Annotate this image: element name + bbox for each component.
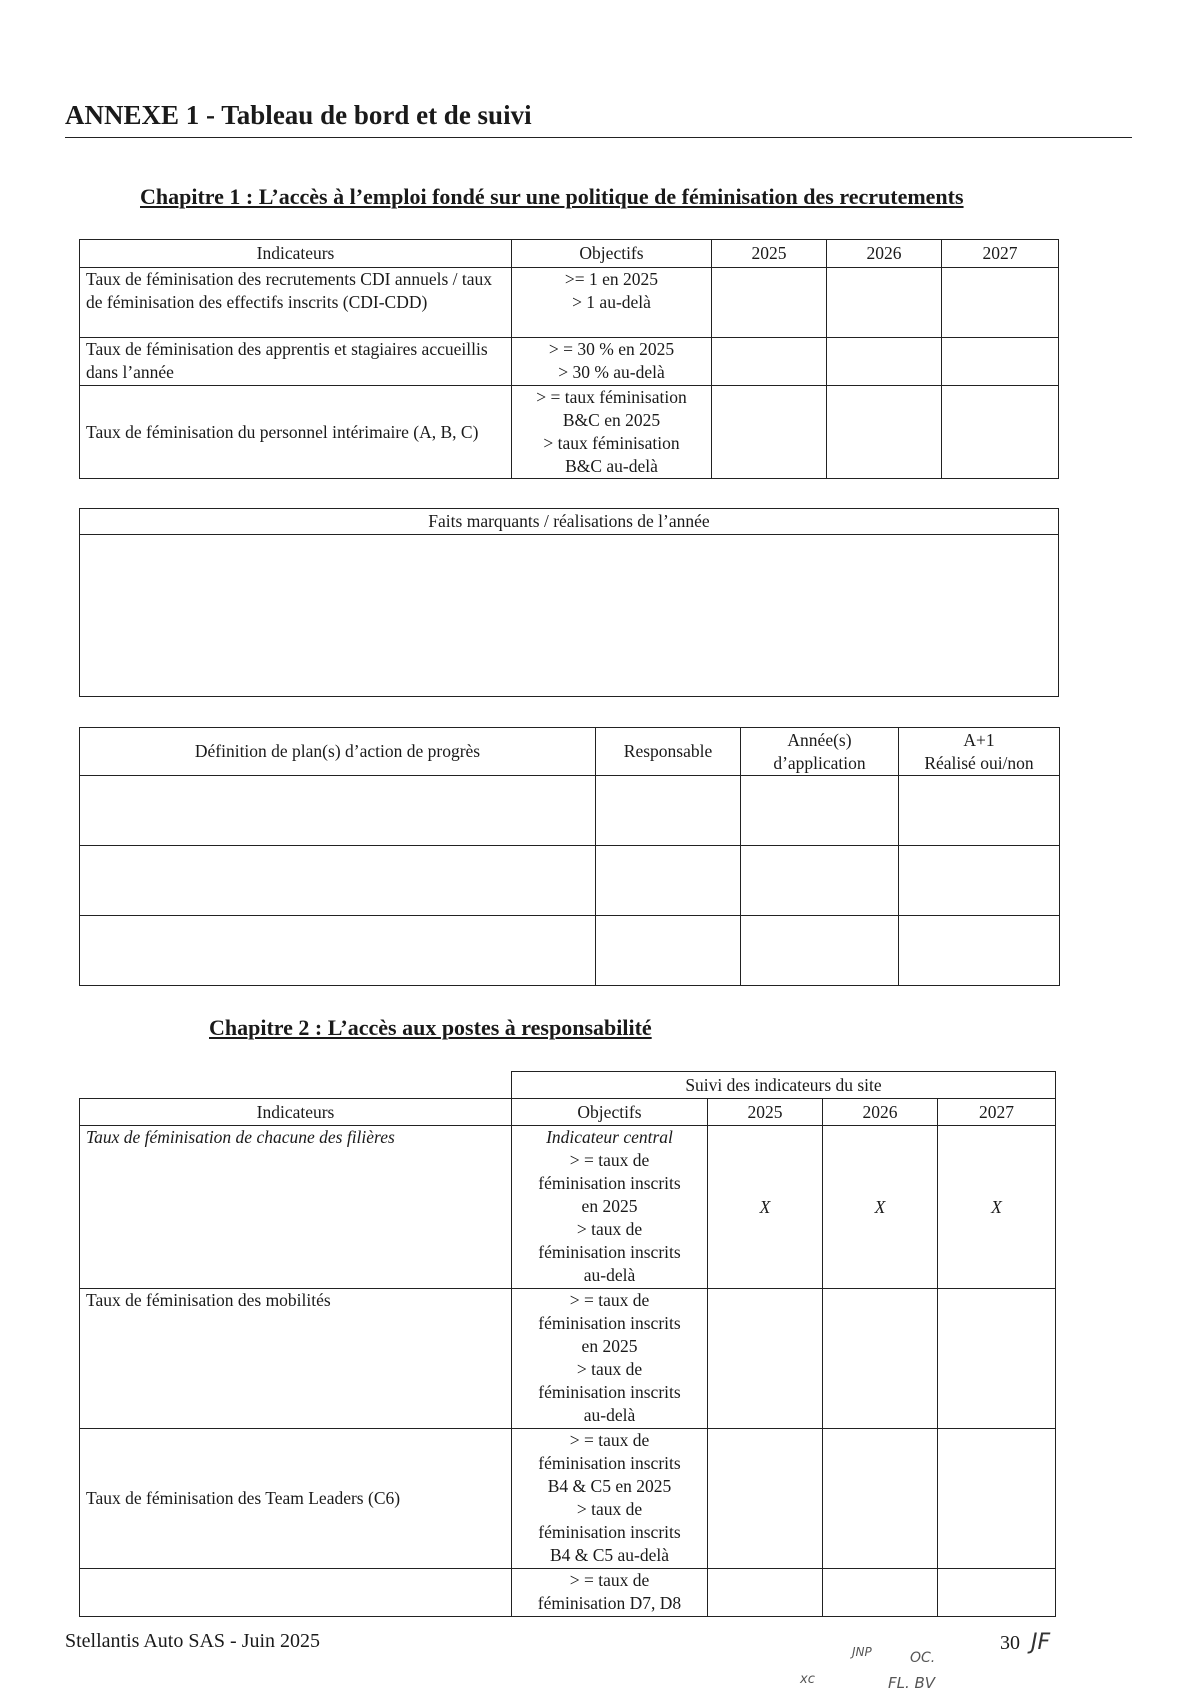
value-2025-cell[interactable] xyxy=(712,268,827,338)
initials-oc: OC. xyxy=(910,1650,936,1666)
table-row xyxy=(80,1289,1056,1429)
indicator-cell: Taux de féminisation de chacune des filières xyxy=(80,1126,512,1289)
value-2026-cell[interactable] xyxy=(827,338,942,386)
responsable-cell[interactable] xyxy=(596,846,741,916)
chapter2-indicators-table xyxy=(79,1071,1056,1617)
header-annees-application: Année(s) d’application xyxy=(741,728,899,776)
highlights-table xyxy=(79,508,1059,697)
initials-handwritten: JF xyxy=(1031,1630,1051,1655)
value-2025-cell[interactable] xyxy=(712,386,827,479)
objective-cell: > = taux de féminisation inscrits B4 & C5 en 2025 > taux de féminisation inscrits B4 & C5 au-delà xyxy=(512,1429,708,1569)
objective-cell: > = taux féminisation B&C en 2025 > taux féminisation B&C au-delà xyxy=(512,386,712,479)
header-2025: 2025 xyxy=(708,1099,823,1126)
value-2027-cell[interactable] xyxy=(938,1429,1056,1569)
value-2026-cell[interactable] xyxy=(827,386,942,479)
value-2027-cell[interactable] xyxy=(942,386,1059,479)
annex-title: ANNEXE 1 - Tableau de bord et de suivi xyxy=(65,100,532,130)
value-2027-cell[interactable]: X xyxy=(938,1126,1056,1289)
year-cell[interactable] xyxy=(741,846,899,916)
action-cell[interactable] xyxy=(80,916,596,986)
footer-page-number xyxy=(1000,1630,1050,1655)
chapter2-title: Chapitre 2 : L’accès aux postes à responsabilité xyxy=(209,1015,652,1040)
table-row xyxy=(80,916,1060,986)
header-2027: 2027 xyxy=(938,1099,1056,1126)
chapter1-title: Chapitre 1 : L’accès à l’emploi fondé sur une politique de féminisation des recrutements xyxy=(140,184,964,209)
header-2027: 2027 xyxy=(942,240,1059,268)
objective-cell xyxy=(512,1126,708,1289)
header-indicateurs: Indicateurs xyxy=(80,240,512,268)
header-action-plan: Définition de plan(s) d’action de progrès xyxy=(80,728,596,776)
objective-text: > = taux de féminisation inscrits en 2025 > taux de féminisation inscrits au-delà xyxy=(538,1150,681,1285)
header-2025: 2025 xyxy=(712,240,827,268)
highlights-content[interactable] xyxy=(80,535,1059,697)
value-2027-cell[interactable] xyxy=(938,1289,1056,1429)
done-cell[interactable] xyxy=(899,916,1060,986)
header-a-plus-1: A+1 Réalisé oui/non xyxy=(899,728,1060,776)
header-objectifs: Objectifs xyxy=(512,240,712,268)
value-2025-cell[interactable] xyxy=(708,1429,823,1569)
action-cell[interactable] xyxy=(80,776,596,846)
done-cell[interactable] xyxy=(899,846,1060,916)
group-header: Suivi des indicateurs du site xyxy=(512,1072,1056,1099)
objective-cell: > = 30 % en 2025 > 30 % au-delà xyxy=(512,338,712,386)
table-row xyxy=(80,846,1060,916)
value-2025-cell[interactable] xyxy=(708,1289,823,1429)
header-indicateurs: Indicateurs xyxy=(80,1099,512,1126)
year-cell[interactable] xyxy=(741,916,899,986)
value-2025-cell[interactable]: X xyxy=(708,1126,823,1289)
value-2026-cell[interactable]: X xyxy=(823,1126,938,1289)
initials-xc: xc xyxy=(800,1672,815,1687)
table-row xyxy=(80,338,1059,386)
value-2026-cell[interactable] xyxy=(823,1569,938,1617)
done-cell[interactable] xyxy=(899,776,1060,846)
responsable-cell[interactable] xyxy=(596,776,741,846)
table-row xyxy=(80,1569,1056,1617)
header-2026: 2026 xyxy=(823,1099,938,1126)
table-row xyxy=(80,1429,1056,1569)
value-2027-cell[interactable] xyxy=(942,338,1059,386)
objective-cell: >= 1 en 2025 > 1 au-delà xyxy=(512,268,712,338)
header-responsable: Responsable xyxy=(596,728,741,776)
header-2026: 2026 xyxy=(827,240,942,268)
table-row xyxy=(80,386,1059,479)
table-row xyxy=(80,776,1060,846)
value-2026-cell[interactable] xyxy=(823,1289,938,1429)
initials-fl-bv: FL. BV xyxy=(888,1674,936,1692)
initials-jnp: JNP xyxy=(852,1645,872,1659)
highlights-header: Faits marquants / réalisations de l’année xyxy=(80,509,1059,535)
objective-label: Indicateur central xyxy=(546,1127,673,1147)
footer-company: Stellantis Auto SAS - Juin 2025 xyxy=(65,1630,321,1652)
objective-cell: > = taux de féminisation D7, D8 xyxy=(512,1569,708,1617)
indicator-cell xyxy=(80,1569,512,1617)
title-rule xyxy=(65,137,1132,138)
page-number: 30 xyxy=(1000,1632,1020,1654)
chapter1-indicators-table xyxy=(79,239,1059,479)
value-2026-cell[interactable] xyxy=(827,268,942,338)
value-2025-cell[interactable] xyxy=(708,1569,823,1617)
table-row xyxy=(80,1126,1056,1289)
value-2027-cell[interactable] xyxy=(938,1569,1056,1617)
responsable-cell[interactable] xyxy=(596,916,741,986)
year-cell[interactable] xyxy=(741,776,899,846)
indicator-cell: Taux de féminisation des apprentis et stagiaires accueillis dans l’année xyxy=(80,338,512,386)
table-row xyxy=(80,268,1059,338)
indicator-cell: Taux de féminisation des recrutements CDI annuels / taux de féminisation des effectifs inscrits (CDI-CDD) xyxy=(80,268,512,338)
action-cell[interactable] xyxy=(80,846,596,916)
objective-cell: > = taux de féminisation inscrits en 2025 > taux de féminisation inscrits au-delà xyxy=(512,1289,708,1429)
indicator-cell: Taux de féminisation des mobilités xyxy=(80,1289,512,1429)
indicator-cell: Taux de féminisation des Team Leaders (C6) xyxy=(80,1429,512,1569)
indicator-cell: Taux de féminisation du personnel intérimaire (A, B, C) xyxy=(80,386,512,479)
value-2026-cell[interactable] xyxy=(823,1429,938,1569)
value-2025-cell[interactable] xyxy=(712,338,827,386)
value-2027-cell[interactable] xyxy=(942,268,1059,338)
action-plan-table xyxy=(79,727,1060,986)
header-objectifs: Objectifs xyxy=(512,1099,708,1126)
